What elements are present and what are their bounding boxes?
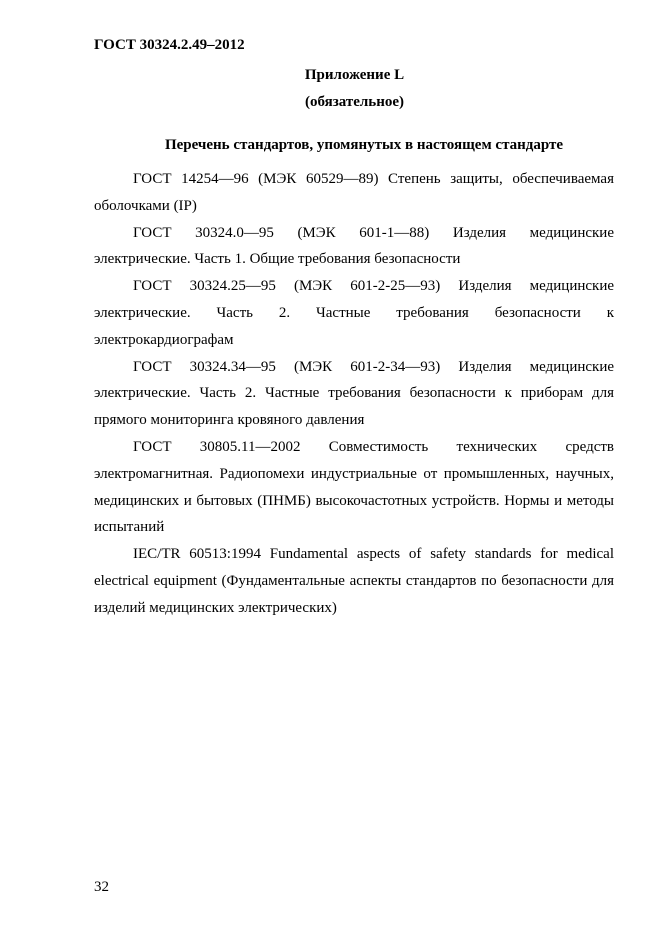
reference-list: [94, 166, 614, 622]
reference-item: ГОСТ 30324.0—95 (МЭК 601-1—88) Изделия медицинские электрические. Часть 1. Общие требования безопасности: [94, 224, 614, 268]
section-title: Перечень стандартов, упомянутых в настоящем стандарте: [164, 137, 564, 153]
document-header: ГОСТ 30324.2.49–2012: [94, 37, 245, 53]
reference-item: ГОСТ 14254—96 (МЭК 60529—89) Степень защиты, обеспечиваемая оболочками (IP): [94, 171, 614, 214]
annex-title: Приложение L: [304, 67, 405, 83]
reference-item: ГОСТ 30324.25—95 (МЭК 601-2-25—93) Изделия медицинские электрические. Часть 2. Частные требования безопасности к электрокардиографам: [94, 278, 614, 348]
reference-item: IEC/TR 60513:1994 Fundamental aspects of safety standards for medical electrical equipment (Фундаментальные аспекты стандартов по безопасности для изделий медицинских электрических): [94, 546, 614, 616]
page-number: 32: [94, 879, 109, 895]
reference-item: ГОСТ 30324.34—95 (МЭК 601-2-34—93) Изделия медицинские электрические. Часть 2. Частные требования безопасности к приборам для прямого мониторинга кровяного давления: [94, 358, 614, 429]
reference-item: ГОСТ 30805.11—2002 Совместимость технических средств электромагнитная. Радиопомехи индустриальные от промышленных, научных, медицинских и бытовых (ПНМБ) высокочастотных устройств. Нормы и методы испытаний: [94, 438, 614, 536]
annex-status: (обязательное): [304, 94, 405, 110]
